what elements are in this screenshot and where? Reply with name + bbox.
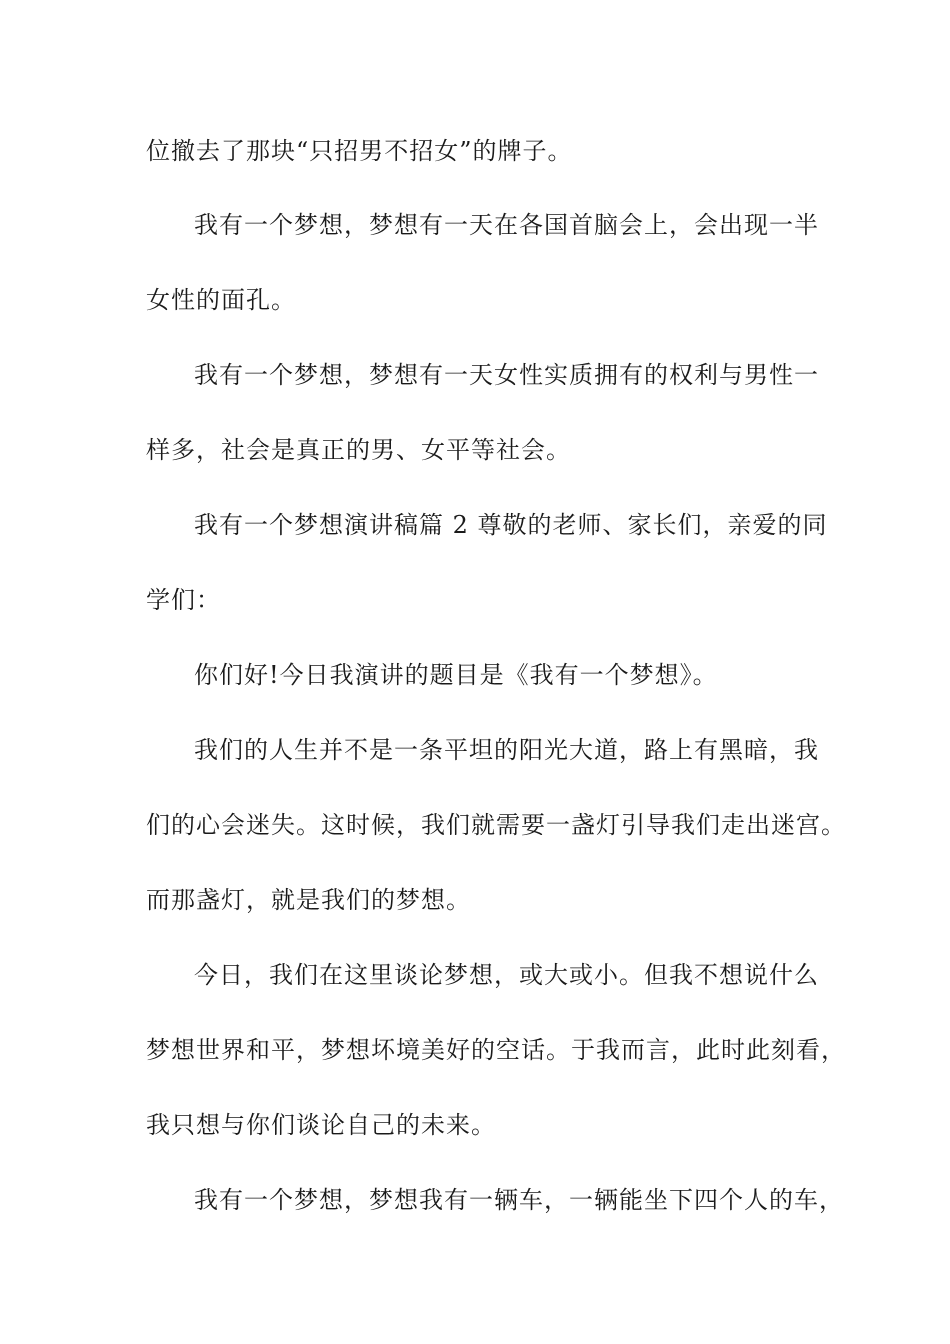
paragraph-start-line: 你们好!今日我演讲的题目是《我有一个梦想》。 [194, 661, 718, 689]
text-line: 们的心会迷失。这时候，我们就需要一盏灯引导我们走出迷宫。 [146, 811, 846, 839]
text-line: 梦想世界和平，梦想坏境美好的空话。于我而言，此时此刻看， [146, 1036, 846, 1064]
text-line: 样多，社会是真正的男、女平等社会。 [146, 436, 571, 464]
paragraph-start-line: 今日，我们在这里谈论梦想，或大或小。但我不想说什么 [194, 961, 819, 989]
text-line: 位撤去了那块“只招男不招女”的牌子。 [146, 137, 573, 165]
text-line: 我只想与你们谈论自己的未来。 [146, 1111, 496, 1139]
text-line: 而那盏灯，就是我们的梦想。 [146, 886, 471, 914]
paragraph-start-line: 我有一个梦想演讲稿篇 2 尊敬的老师、家长们，亲爱的同 [194, 511, 828, 539]
text-line: 学们： [146, 586, 221, 614]
text-line: 女性的面孔。 [146, 286, 296, 314]
paragraph-start-line: 我有一个梦想，梦想有一天在各国首脑会上，会出现一半 [194, 211, 819, 239]
paragraph-start-line: 我有一个梦想，梦想有一天女性实质拥有的权利与男性一 [194, 361, 819, 389]
paragraph-start-line: 我们的人生并不是一条平坦的阳光大道，路上有黑暗，我 [194, 736, 819, 764]
paragraph-start-line: 我有一个梦想，梦想我有一辆车，一辆能坐下四个人的车， [194, 1186, 844, 1214]
